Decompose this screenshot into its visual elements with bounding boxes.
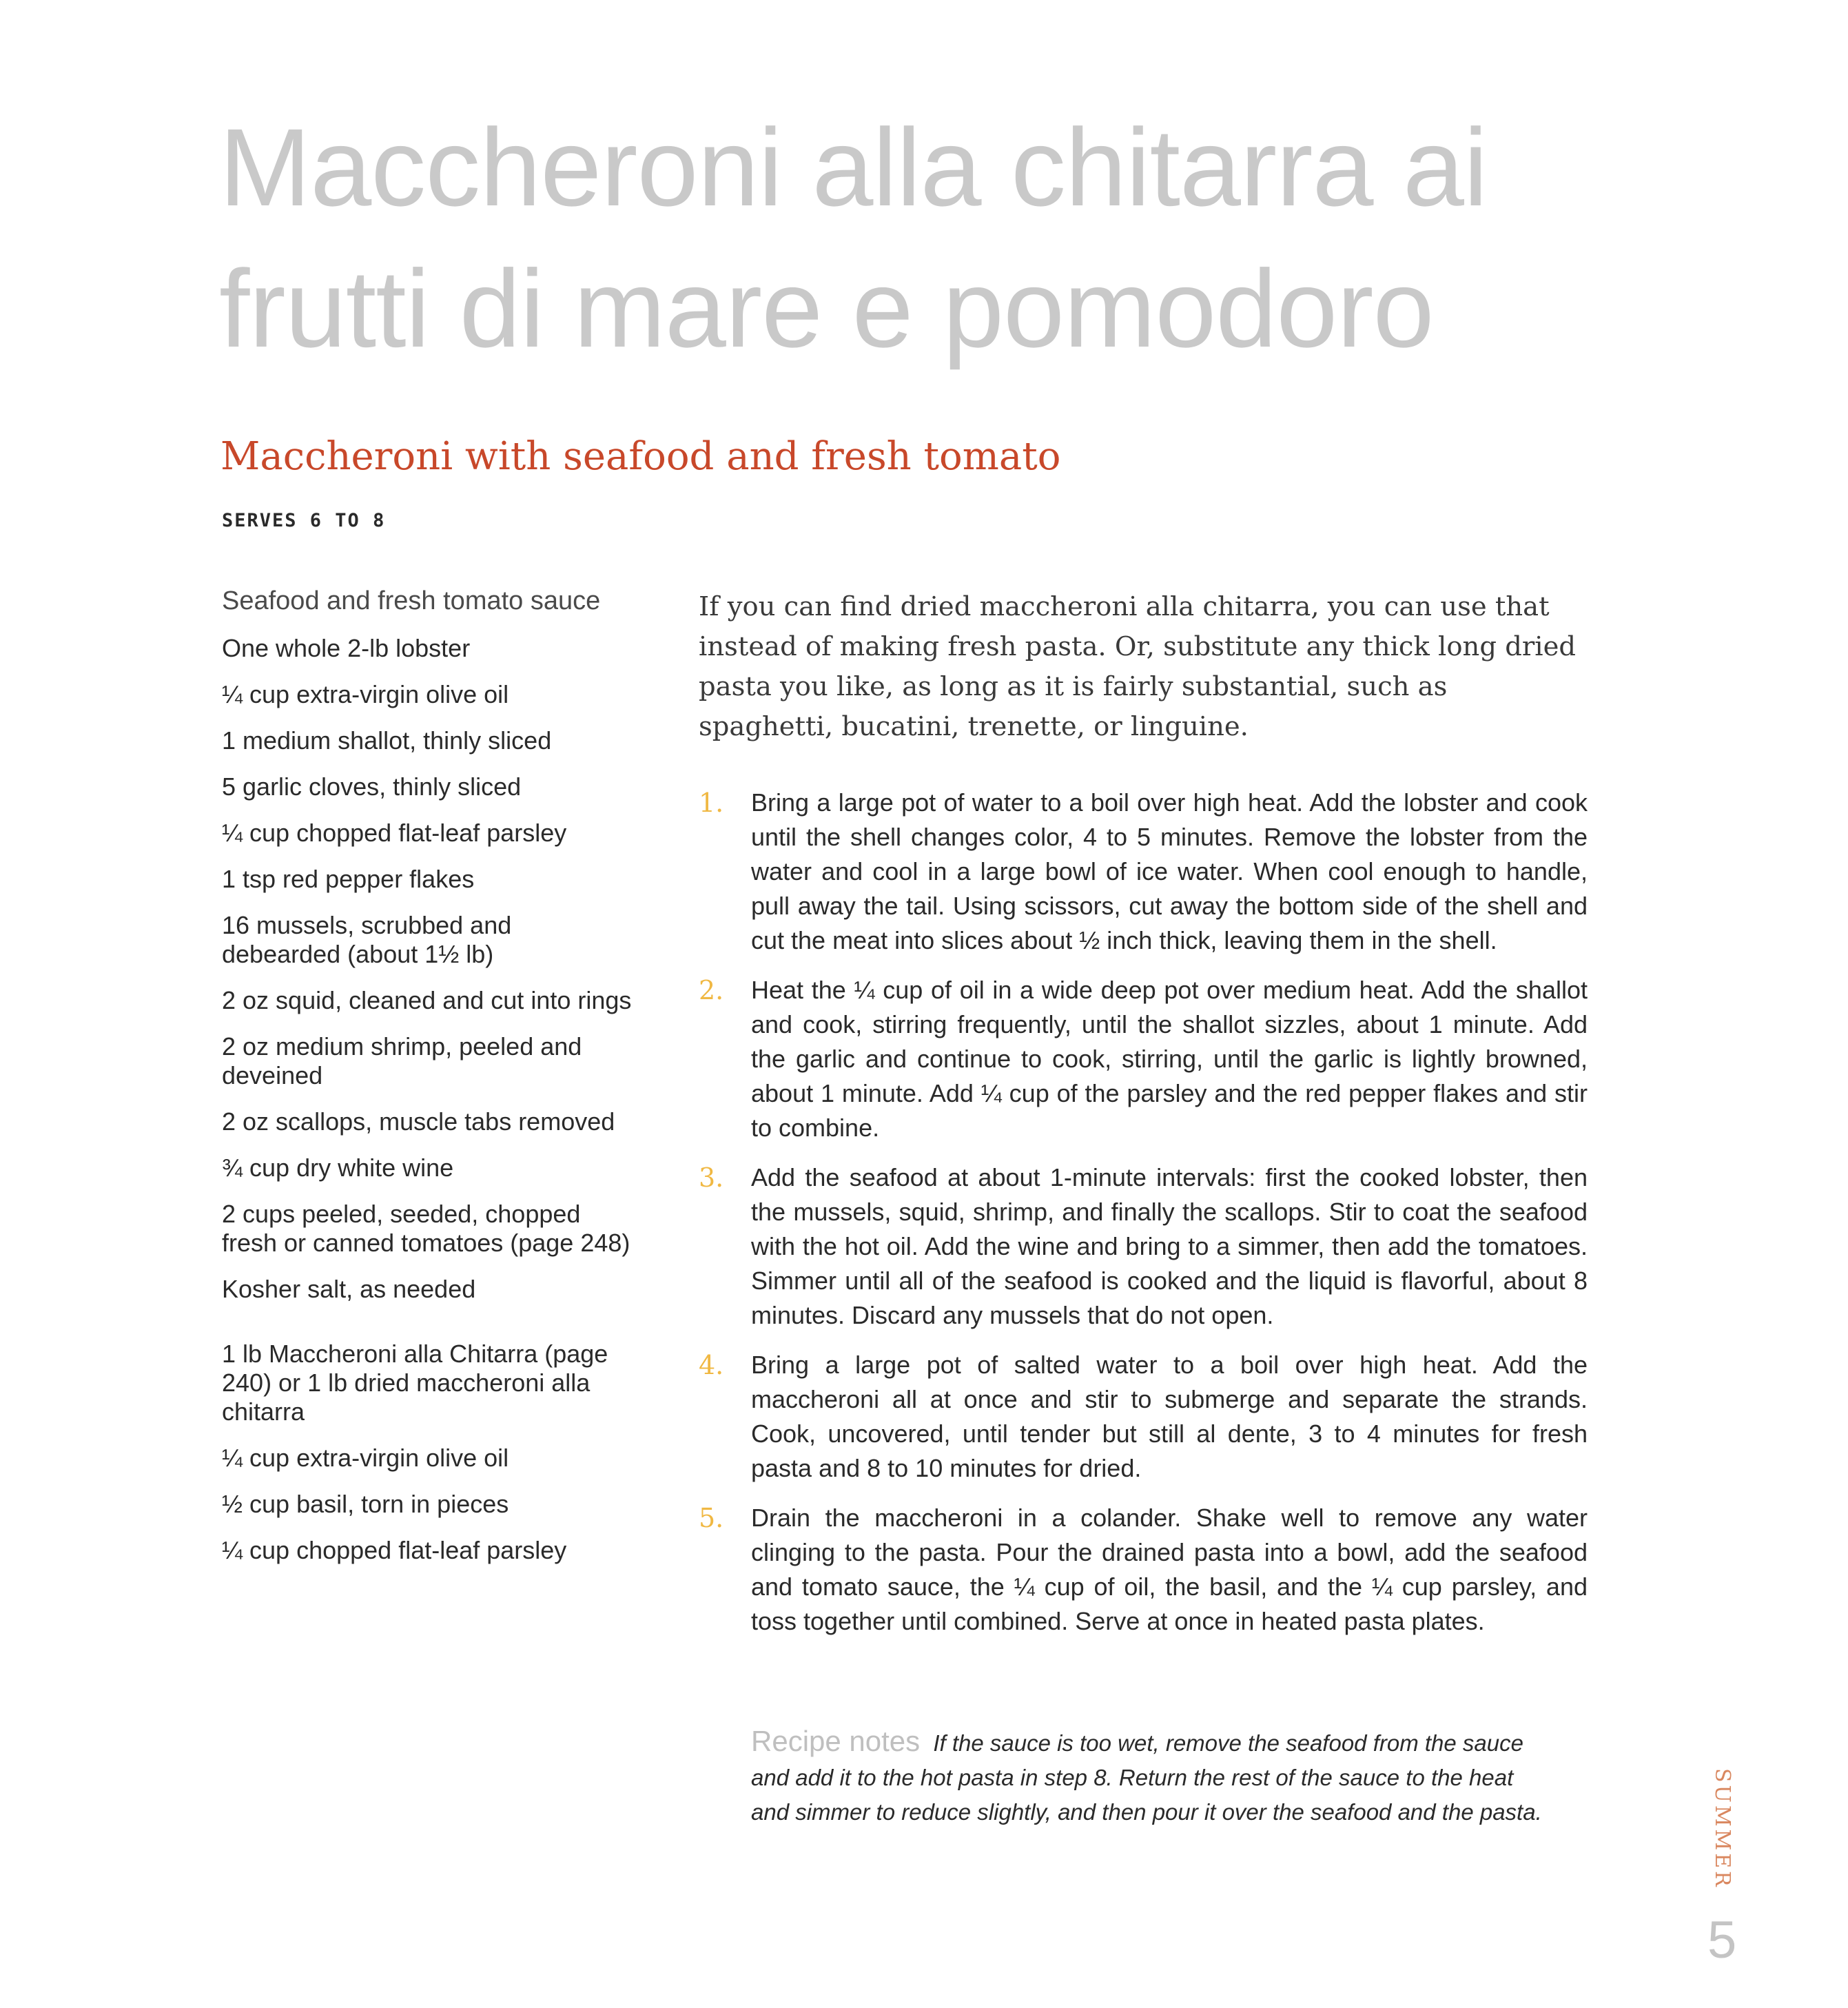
page-title (219, 96, 1488, 379)
recipe-notes-label: Recipe notes (751, 1725, 921, 1757)
method-step (699, 973, 1588, 1145)
serves-label: SERVES 6 TO 8 (222, 510, 386, 531)
ingredient-item: ½ cup basil, torn in pieces (222, 1490, 509, 1518)
ingredient-item: ¼ cup chopped flat-leaf parsley (222, 1536, 567, 1564)
method-step (699, 786, 1588, 958)
recipe-subtitle: Maccheroni with seafood and fresh tomato (220, 434, 1061, 479)
method-step (699, 1348, 1588, 1486)
step-text: Heat the ¼ cup of oil in a wide deep pot over medium heat. Add the shallot and cook, stirring frequently, until the shallot sizzles, about 1 minute. Add the garlic and continue to cook, stirring, until the garlic is lightly browned, about 1 minute. Add ¼ cup of the parsley and the red pepper flakes and stir to combine. (751, 976, 1588, 1142)
step-text: Bring a large pot of water to a boil over high heat. Add the lobster and cook until the shell changes color, 4 to 5 minutes. Remove the lobster from the water and cool in a large bowl of ice water. When cool enough to handle, pull away the tail. Using scissors, cut away the bottom side of the shell and cut the meat into slices about ½ inch thick, leaving them in the shell. (751, 788, 1588, 954)
page-number: 5 (1707, 1911, 1737, 1969)
ingredient-item: 2 oz scallops, muscle tabs removed (222, 1107, 615, 1136)
sauce-ingredient-list (222, 634, 635, 1304)
step-text: Add the seafood at about 1-minute intervals: first the cooked lobster, then the mussels, squid, shrimp, and finally the scallops. Stir to coat the seafood with the hot oil. Add the wine and bring to a simmer, then add the tomatoes. Simmer until all of the seafood is cooked and the liquid is flavorful, about 8 minutes. Discard any mussels that do not open. (751, 1163, 1588, 1329)
ingredient-item: 16 mussels, scrubbed and debearded (about 1½ lb) (222, 911, 512, 968)
method-steps (699, 786, 1588, 1654)
ingredient-item: 2 oz medium shrimp, peeled and deveined (222, 1032, 582, 1089)
recipe-notes (751, 1724, 1550, 1830)
step-number: 5. (699, 1503, 724, 1533)
ingredient-item: 5 garlic cloves, thinly sliced (222, 772, 522, 801)
page-title-line-2: frutti di mare e pomodoro (219, 247, 1434, 370)
step-text: Bring a large pot of salted water to a boil over high heat. Add the maccheroni all at once and stir to submerge and separate the strands. Cook, uncovered, until tender but still al dente, 3 to 4 minutes for fresh pasta and 8 to 10 minutes for dried. (751, 1351, 1588, 1482)
ingredient-item: Kosher salt, as needed (222, 1275, 476, 1303)
ingredient-item: 1 tsp red pepper flakes (222, 865, 475, 893)
step-text: Drain the maccheroni in a colander. Shake well to remove any water clinging to the pasta. Pour the drained pasta into a bowl, add the seafood and tomato sauce, the ¼ cup of oil, the basil, and the ¼ cup parsley, and toss together until combined. Serve at once in heated pasta plates. (751, 1504, 1588, 1635)
step-number: 2. (699, 975, 724, 1005)
ingredient-item: 1 medium shallot, thinly sliced (222, 726, 552, 755)
method-step (699, 1501, 1588, 1639)
step-number: 3. (699, 1162, 724, 1193)
ingredient-item: ¾ cup dry white wine (222, 1154, 454, 1182)
ingredient-item: 2 oz squid, cleaned and cut into rings (222, 986, 632, 1014)
ingredients-column (222, 586, 635, 1582)
section-side-label: SUMMER (1710, 1768, 1734, 1889)
ingredients-heading: Seafood and fresh tomato sauce (222, 586, 601, 615)
ingredient-item: One whole 2-lb lobster (222, 634, 471, 662)
method-step (699, 1160, 1588, 1333)
step-number: 1. (699, 788, 724, 818)
step-number: 4. (699, 1350, 724, 1380)
ingredient-item: 2 cups peeled, seeded, chopped fresh or canned tomatoes (page 248) (222, 1200, 630, 1257)
ingredient-item: ¼ cup chopped flat-leaf parsley (222, 819, 567, 847)
recipe-notes-text: If the sauce is too wet, remove the seafood from the sauce and add it to the hot pasta in step 8. Return the rest of the sauce to the heat and simmer to reduce slightly, and then pour it over the seafood and the pasta. (751, 1730, 1542, 1825)
intro-paragraph: If you can find dried maccheroni alla chitarra, you can use that instead of making fresh pasta. Or, substitute any thick long dried pasta you like, as long as it is fairly substantial, such as spaghetti, bucatini, trenette, or linguine. (699, 591, 1577, 742)
ingredient-item: ¼ cup extra-virgin olive oil (222, 680, 509, 708)
page-title-line-1: Maccheroni alla chitarra ai (219, 105, 1488, 229)
ingredient-item: 1 lb Maccheroni alla Chitarra (page 240) or 1 lb dried maccheroni alla chitarra (222, 1340, 608, 1426)
pasta-ingredient-list (222, 1340, 635, 1565)
ingredient-item: ¼ cup extra-virgin olive oil (222, 1444, 509, 1472)
